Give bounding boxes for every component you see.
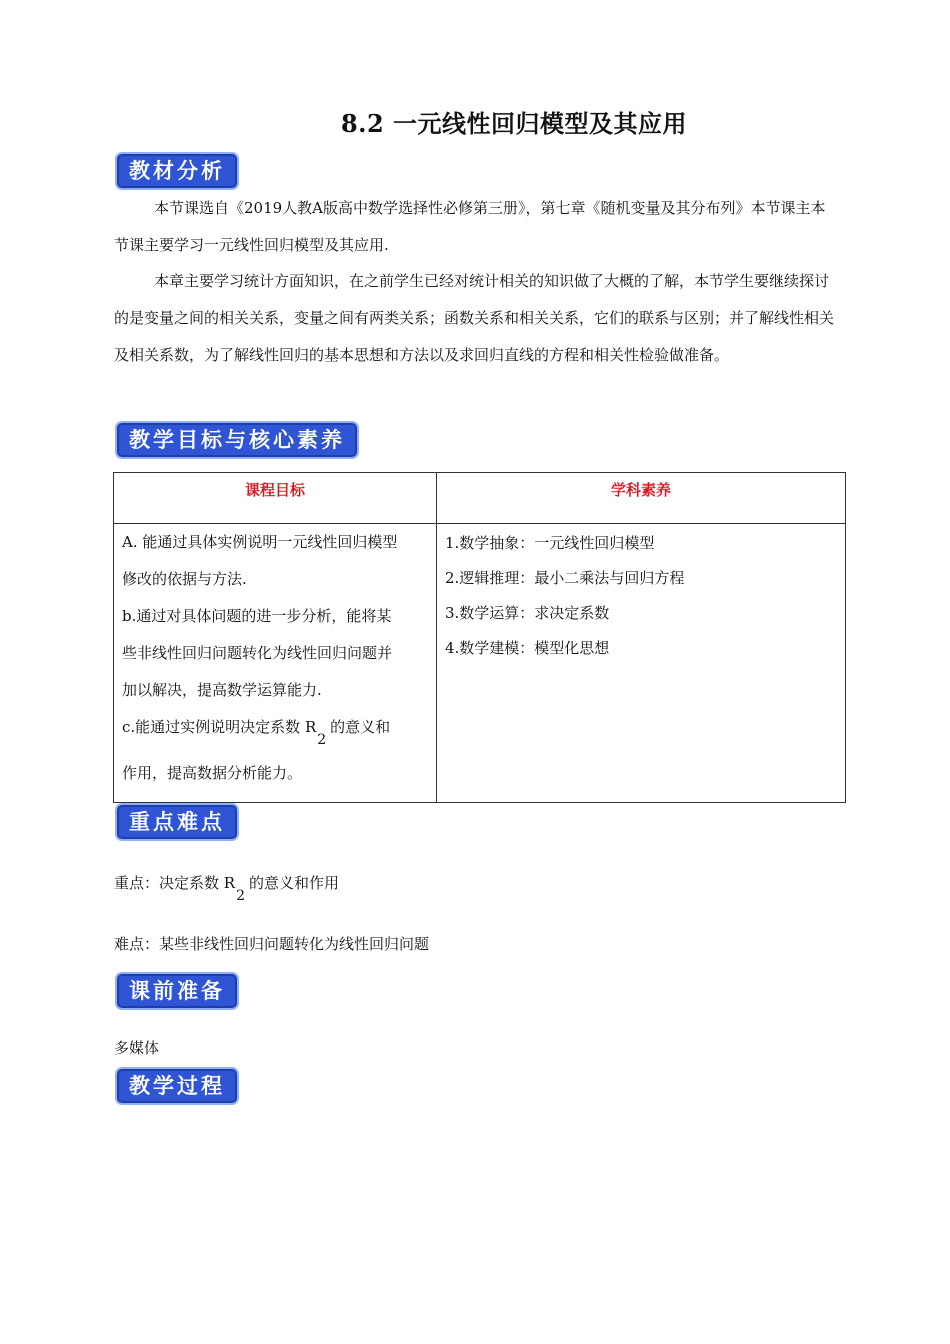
literacy-cell: [437, 524, 846, 803]
page-title: 8.2 一元线性回归模型及其应用: [340, 109, 688, 138]
goal-c-line-2: 作用，提高数据分析能力。: [122, 764, 303, 782]
literacy-item-1: 1.数学抽象：一元线性回归模型: [445, 534, 655, 552]
focus-line: [114, 872, 339, 904]
goal-b-line-1: b.通过对具体问题的进一步分析，能将某: [122, 607, 392, 625]
preparation-text: 多媒体: [114, 1039, 160, 1057]
section-badge-key-points: 重点难点: [115, 803, 239, 841]
analysis-paragraph-1: 本节课选自《2019人教A版高中数学选择性必修第三册》，第七章《随机变量及其分布列》本节课主本节课主要学习一元线性回归模型及其应用.: [114, 199, 826, 254]
analysis-paragraph-2: 本章主要学习统计方面知识，在之前学生已经对统计相关的知识做了大概的了解，本节学生要继续探讨的是变量之间的相关关系，变量之间有两类关系；函数关系和相关关系，它们的联系与区别；并了解线性相关及相关系数，为了解线性回归的基本思想和方法以及求回归直线的方程和相关性检验做准备。: [114, 272, 835, 364]
goal-a-line-2: 修改的依据与方法.: [122, 570, 247, 588]
course-goals-cell: [114, 524, 437, 803]
section-badge-goals: 教学目标与核心素养: [115, 421, 359, 459]
goal-c-text: c.能通过实例说明决定系数 R: [122, 718, 317, 736]
table-header-literacy: 学科素养: [437, 473, 846, 524]
difficulty-line: 难点：某些非线性回归问题转化为线性回归问题: [114, 935, 430, 953]
focus-subscript: 2: [236, 888, 245, 904]
goal-b-line-3: 加以解决，提高数学运算能力.: [122, 681, 322, 699]
goal-c-line-1: [122, 709, 428, 755]
goals-table: [113, 472, 846, 803]
goal-a-line-1: A. 能通过具体实例说明一元线性回归模型: [122, 533, 398, 551]
goal-c-subscript: 2: [317, 732, 327, 748]
focus-text: 重点：决定系数 R: [114, 874, 236, 892]
section-badge-process: 教学过程: [115, 1067, 239, 1105]
section-badge-preparation: 课前准备: [115, 972, 239, 1010]
focus-text-end: 的意义和作用: [249, 874, 340, 892]
literacy-item-2: 2.逻辑推理：最小二乘法与回归方程: [445, 569, 685, 587]
section-badge-analysis: 教材分析: [115, 152, 239, 190]
literacy-item-3: 3.数学运算：求决定系数: [445, 604, 610, 622]
table-header-course-goals: 课程目标: [114, 473, 437, 524]
goal-b-line-2: 些非线性回归问题转化为线性回归问题并: [122, 644, 393, 662]
goal-c-text-end: 的意义和: [330, 718, 391, 736]
literacy-item-4: 4.数学建模：模型化思想: [445, 639, 610, 657]
